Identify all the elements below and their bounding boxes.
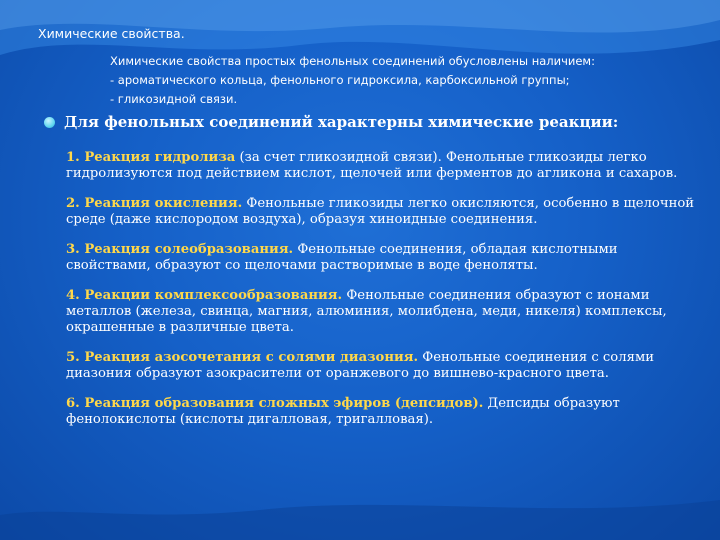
intro-text bbox=[110, 52, 700, 109]
reaction-title: 3. Реакция солеобразования. bbox=[66, 242, 294, 257]
reaction-body: Фенольные соединения с солями диазония образуют азокрасители от оранжевого до вишнево-красного цвета. bbox=[66, 350, 654, 381]
slide-title: Химические свойства. bbox=[38, 26, 185, 41]
bullet-dot-icon bbox=[44, 117, 55, 128]
reaction-item bbox=[66, 196, 696, 228]
reaction-title: 2. Реакция окисления. bbox=[66, 196, 243, 211]
reaction-body: (за счет гликозидной связи). Фенольные гликозиды легко гидролизуются под действием кислот, щелочей или ферментов до агликона и сахаров. bbox=[66, 150, 678, 181]
reaction-item bbox=[66, 288, 696, 336]
intro-line: Химические свойства простых фенольных соединений обусловлены наличием: bbox=[110, 54, 595, 68]
reaction-title: 5. Реакция азосочетания с солями диазония. bbox=[66, 350, 419, 365]
reaction-list bbox=[66, 150, 696, 442]
reaction-body: Фенольные соединения образуют с ионами металлов (железа, свинца, магния, алюминия, молибдена, меди, никеля) комплексы, окрашенные в различные цвета. bbox=[66, 288, 667, 335]
reaction-item bbox=[66, 242, 696, 274]
reaction-body: Фенольные гликозиды легко окисляются, особенно в щелочной среде (даже кислородом воздуха), образуя хиноидные соединения. bbox=[66, 196, 695, 227]
intro-line: - ароматического кольца, фенольного гидроксила, карбоксильной группы; bbox=[110, 73, 570, 87]
reaction-title: 6. Реакция образования сложных эфиров (депсидов). bbox=[66, 396, 484, 411]
reaction-item bbox=[66, 396, 696, 428]
reaction-title: 4. Реакции комплексообразования. bbox=[66, 288, 343, 303]
reaction-item bbox=[66, 350, 696, 382]
reaction-title: 1. Реакция гидролиза bbox=[66, 150, 236, 165]
reaction-body: Депсиды образуют фенолокислоты (кислоты дигалловая, тригалловая). bbox=[66, 396, 620, 427]
bullet-heading bbox=[44, 113, 704, 131]
intro-line: - гликозидной связи. bbox=[110, 92, 238, 106]
bullet-heading-text: Для фенольных соединений характерны химические реакции: bbox=[64, 113, 619, 131]
reaction-body: Фенольные соединения, обладая кислотными свойствами, образуют со щелочами растворимые в воде феноляты. bbox=[66, 242, 618, 273]
reaction-item bbox=[66, 150, 696, 182]
